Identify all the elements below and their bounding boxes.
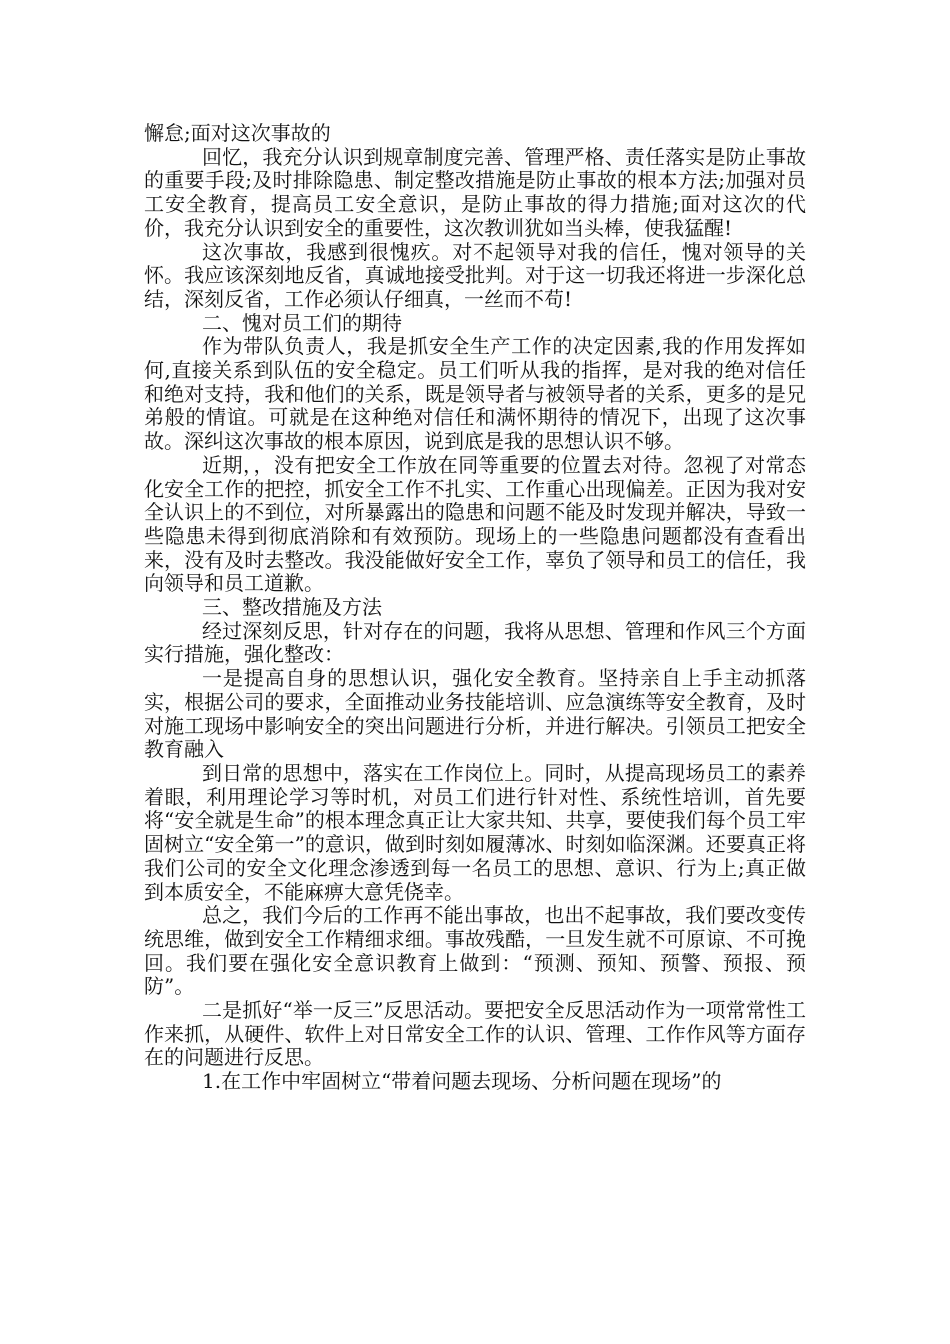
section-heading: 三、整改措施及方法 (202, 595, 382, 620)
paragraph: 作为带队负责人，我是抓安全生产工作的决定因素,我的作用发挥如何,直接关系到队伍的安全稳定。员工们听从我的指挥，是对我的绝对信任和绝对支持，我和他们的关系，既是领导者与被领导者的关系，更多的是兄弟般的情谊。可就是在这种绝对信任和满怀期待的情况下，出现了这次事故。深纠这次事故的根本原因，说到底是我的思想认识不够。 (144, 334, 806, 454)
paragraph: 二是抓好“举一反三”反思活动。要把安全反思活动作为一项常常性工作来抓，从硬件、软件上对日常安全工作的认识、管理、工作作风等方面存在的问题进行反思。 (144, 998, 806, 1070)
paragraph: 这次事故，我感到很愧疚。对不起领导对我的信任，愧对领导的关怀。我应该深刻地反省，真诚地接受批判。对于这一切我还将进一步深化总结，深刻反省，工作必须认仔细真，一丝而不苟! (144, 239, 806, 311)
paragraph: 1.在工作中牢固树立“带着问题去现场、分析问题在现场”的 (202, 1069, 722, 1094)
paragraph: 回忆，我充分认识到规章制度完善、管理严格、责任落实是防止事故的重要手段;及时排除隐患、制定整改措施是防止事故的根本方法;加强对员工安全教育，提高员工安全意识，是防止事故的得力措施;面对这次的代价，我充分认识到安全的重要性，这次教训犹如当头棒，使我猛醒! (144, 144, 806, 240)
paragraph: 经过深刻反思，针对存在的问题，我将从思想、管理和作风三个方面实行措施，强化整改： (144, 618, 806, 667)
paragraph: 到日常的思想中，落实在工作岗位上。同时，从提高现场员工的素养着眼，利用理论学习等时机，对员工们进行针对性、系统性培训，首先要将“安全就是生命”的根本理念真正让大家共知、共享，要使我们每个员工牢固树立“安全第一”的意识，做到时刻如履薄冰、时刻如临深渊。还要真正将我们公司的安全文化理念渗透到每一名员工的思想、意识、行为上;真正做到本质安全，不能麻痹大意凭侥幸。 (144, 760, 806, 904)
paragraph: 近期，，没有把安全工作放在同等重要的位置去对待。忽视了对常态化安全工作的把控，抓安全工作不扎实、工作重心出现偏差。正因为我对安全认识上的不到位，对所暴露出的隐患和问题不能及时发现并解决，导致一些隐患未得到彻底消除和有效预防。现场上的一些隐患问题都没有查看出来，没有及时去整改。我没能做好安全工作，辜负了领导和员工的信任，我向领导和员工道歉。 (144, 452, 806, 596)
paragraph: 懈怠;面对这次事故的 (144, 121, 331, 145)
paragraph: 总之，我们今后的工作再不能出事故，也出不起事故，我们要改变传统思维，做到安全工作精细求细。事故残酷，一旦发生就不可原谅、不可挽回。我们要在强化安全意识教育上做到：“预测、预知、预警、预报、预防”。 (144, 903, 806, 999)
section-heading: 二、愧对员工们的期待 (202, 310, 402, 335)
paragraph: 一是提高自身的思想认识，强化安全教育。坚持亲自上手主动抓落实，根据公司的要求，全面推动业务技能培训、应急演练等安全教育，及时对施工现场中影响安全的突出问题进行分析，并进行解决。引领员工把安全教育融入 (144, 666, 806, 762)
document-body (144, 122, 806, 1094)
